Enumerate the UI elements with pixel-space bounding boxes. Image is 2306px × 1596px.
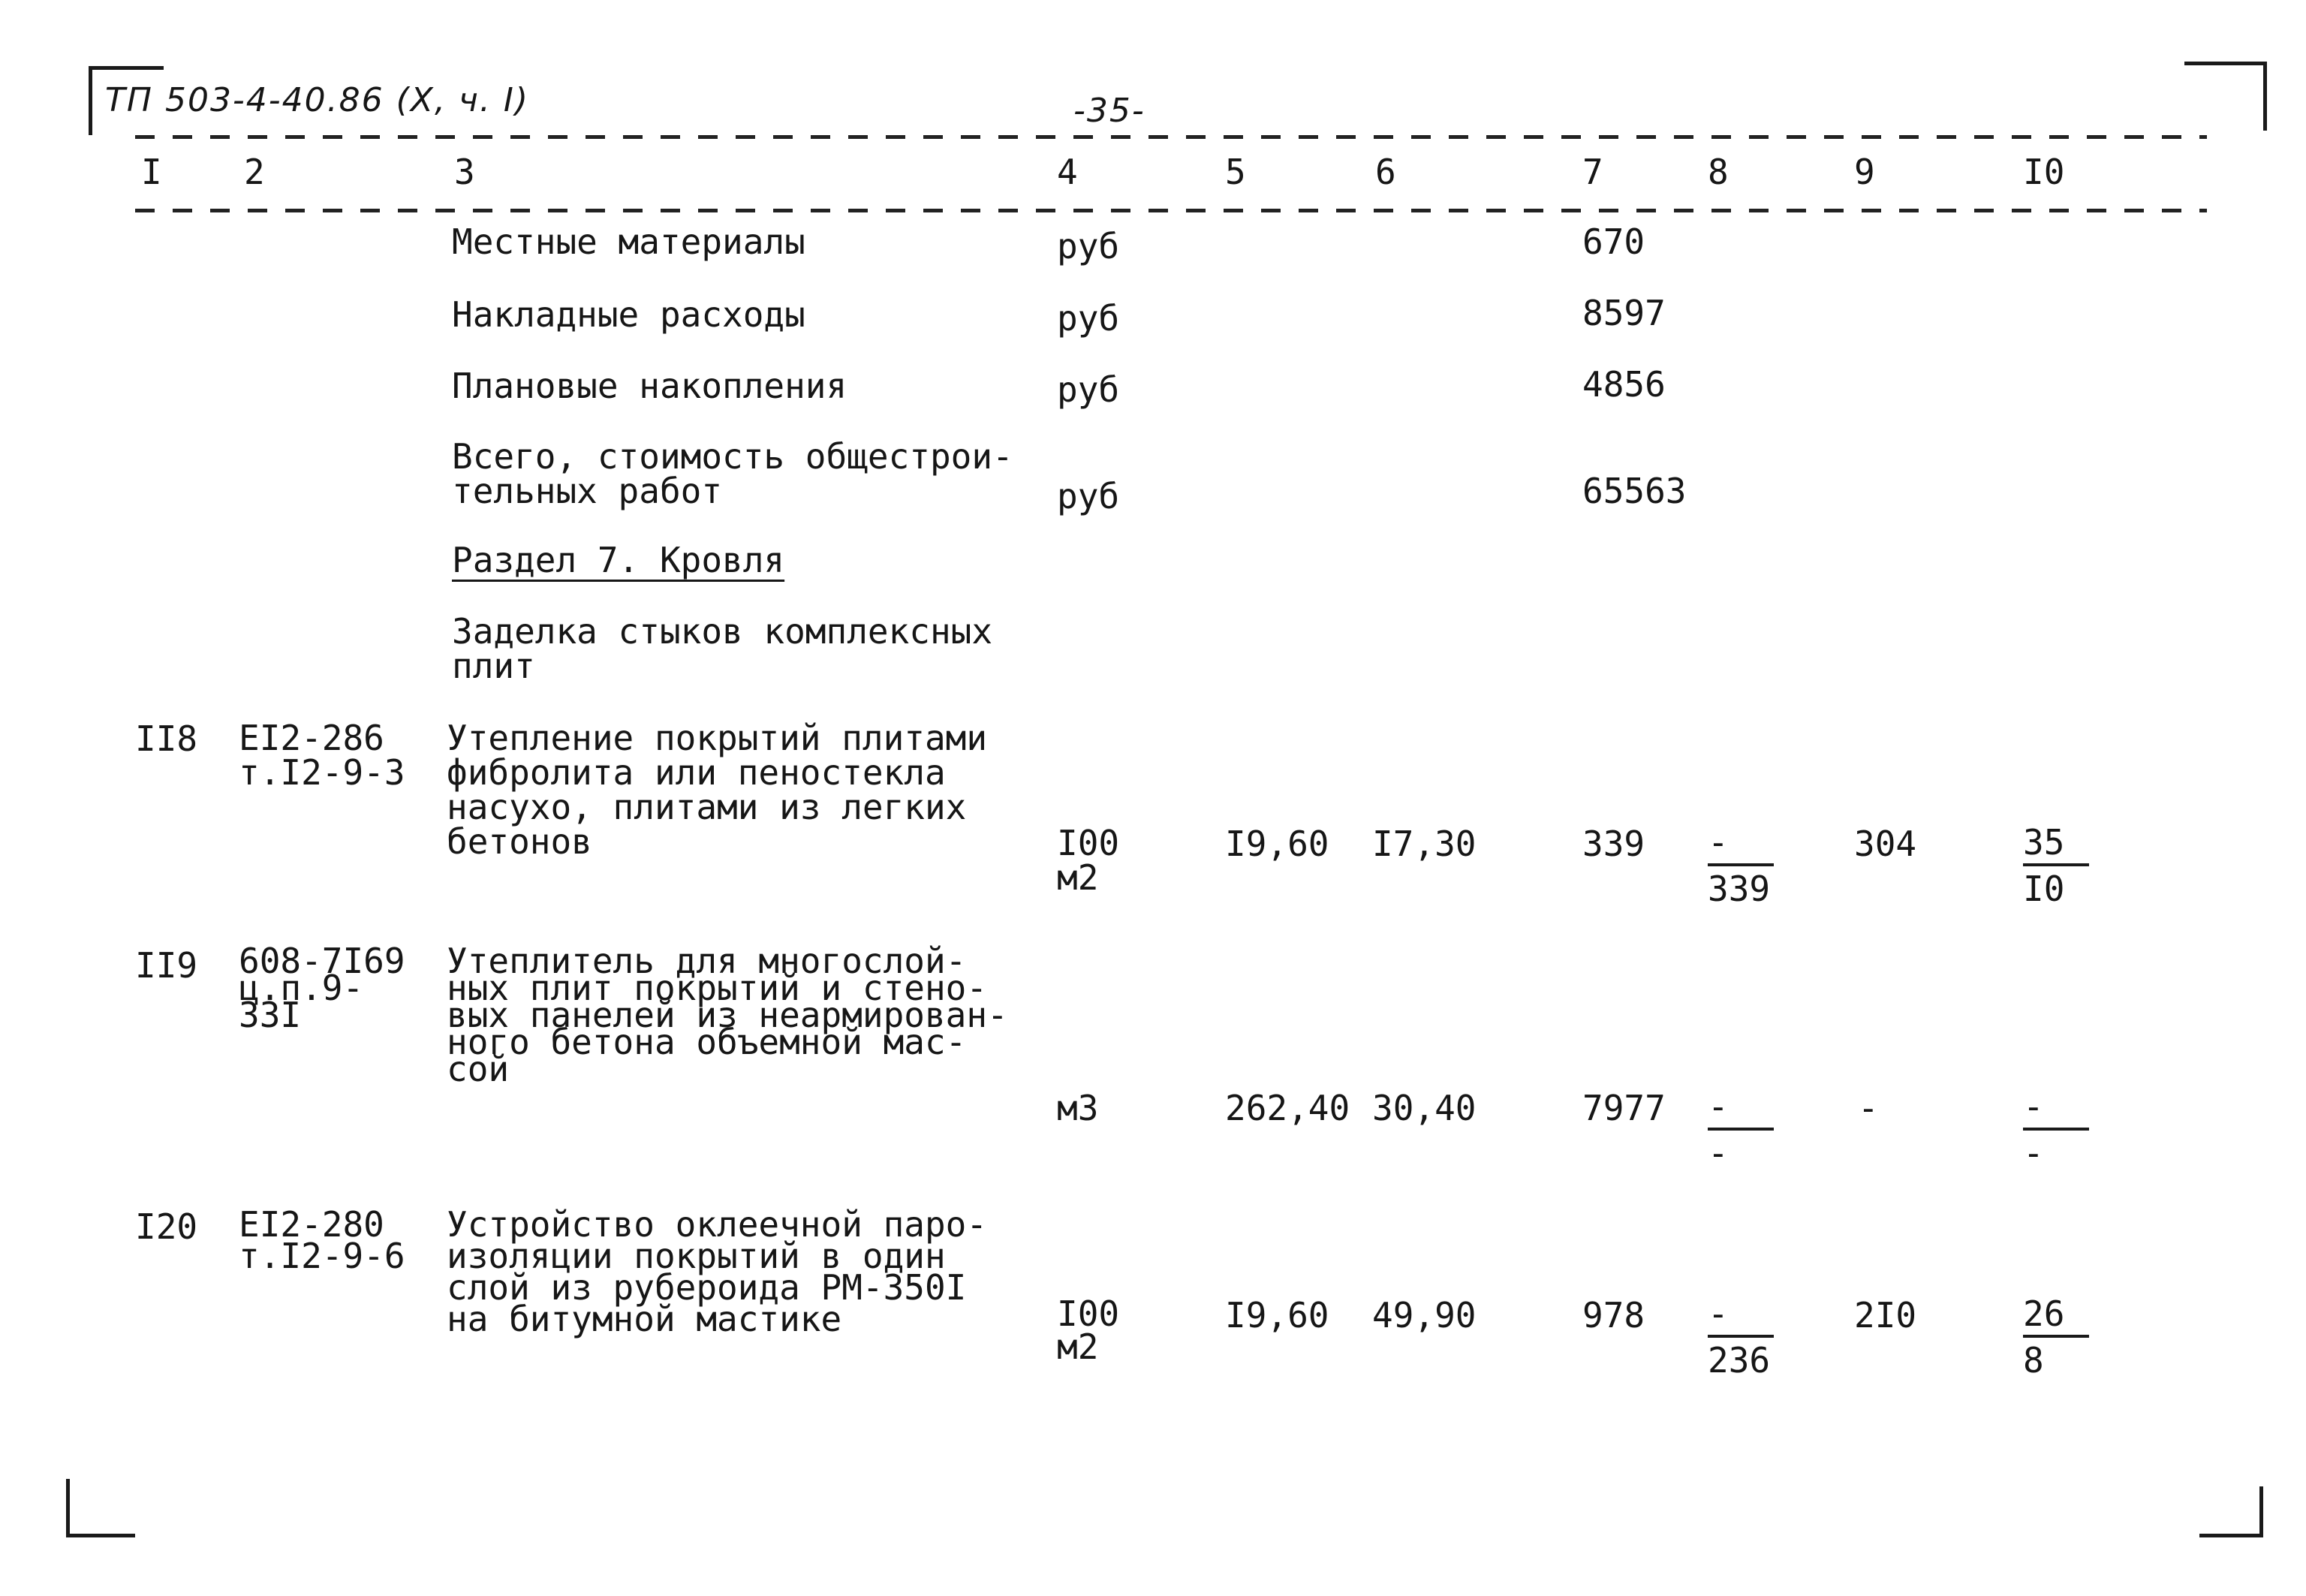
corner-mark-bottom-right-h [2199, 1534, 2263, 1537]
item-col8-top: - [1708, 1296, 1774, 1338]
summary-row-unit: руб [1057, 476, 1120, 516]
item-unit: м3 [1057, 1088, 1099, 1128]
item-col8-bottom: 236 [1708, 1340, 1771, 1381]
item-cost-total: 7977 [1582, 1088, 1666, 1128]
item-unit: I00 м2 [1057, 1293, 1120, 1367]
header-rule-bottom [135, 209, 2207, 212]
item-col10-bottom: I0 [2023, 869, 2065, 909]
summary-row-total: 670 [1582, 221, 1645, 262]
summary-row-name: Плановые накопления [452, 366, 847, 406]
item-col9: 304 [1854, 824, 1917, 864]
item-col9: - [1858, 1088, 1879, 1128]
summary-row-unit: руб [1057, 226, 1120, 267]
column-number-7: 7 [1582, 152, 1603, 192]
column-number-6: 6 [1375, 152, 1396, 192]
item-col8-top: - [1708, 824, 1774, 866]
item-price-wages: I7,30 [1372, 824, 1477, 864]
item-col10-top: 35 [2023, 824, 2089, 866]
column-number-4: 4 [1057, 152, 1078, 192]
column-number-3: 3 [454, 152, 475, 192]
item-col9: 2I0 [1854, 1295, 1917, 1336]
item-description: Устройство оклеечной паро- изоляции покрытий в один слой из рубероида РМ-350I на битумной мастике [447, 1204, 988, 1339]
item-cost-total: 339 [1582, 824, 1645, 864]
item-cost-total: 978 [1582, 1295, 1645, 1336]
corner-mark-top-right [2184, 62, 2267, 65]
item-col8-fraction [1708, 1086, 1775, 1173]
item-col8-top: - [1708, 1089, 1774, 1131]
section-title: Раздел 7. Кровля [452, 540, 785, 580]
item-number: I20 [135, 1206, 198, 1247]
section-subtitle: Заделка стыков комплексных плит [452, 611, 993, 686]
column-number-5: 5 [1225, 152, 1246, 192]
header-rule-top [135, 135, 2207, 139]
column-number-9: 9 [1854, 152, 1875, 192]
item-col8-fraction [1708, 1293, 1775, 1381]
item-code: ЕI2-280 т.I2-9-6 [239, 1204, 405, 1276]
summary-row-name: Всего, стоимость общестрои- тельных работ [452, 436, 1013, 511]
column-number-2: 2 [244, 152, 265, 192]
item-price-total: 262,40 [1225, 1088, 1350, 1128]
summary-row-unit: руб [1057, 298, 1120, 339]
summary-row-unit: руб [1057, 369, 1120, 410]
item-col10-bottom: 8 [2023, 1340, 2044, 1381]
item-col8-fraction [1708, 824, 1775, 907]
corner-mark-top-left-h [89, 66, 164, 70]
corner-mark-bottom-left [66, 1479, 70, 1537]
item-code: ЕI2-286 т.I2-9-3 [239, 718, 405, 793]
corner-mark-top-left [89, 66, 92, 135]
summary-row-total: 8597 [1582, 293, 1666, 333]
item-col10-top: - [2023, 1089, 2089, 1131]
summary-row-total: 4856 [1582, 364, 1666, 405]
item-price-total: I9,60 [1225, 1295, 1329, 1336]
item-unit: I00 м2 [1057, 823, 1120, 898]
corner-mark-top-right-v [2263, 62, 2267, 131]
item-code: 608-7I69 ц.п.9- 33I [239, 941, 405, 1035]
item-col10-top: 26 [2023, 1296, 2089, 1338]
item-col10-fraction [2023, 1086, 2091, 1173]
column-number-8: 8 [1708, 152, 1729, 192]
column-number-1: I [141, 152, 162, 192]
item-col10-fraction [2023, 1293, 2091, 1381]
item-price-total: I9,60 [1225, 824, 1329, 864]
column-number-10: I0 [2023, 152, 2065, 192]
summary-row-total: 65563 [1582, 471, 1687, 511]
item-price-wages: 49,90 [1372, 1295, 1477, 1336]
page-number: -35- [1073, 92, 1145, 130]
summary-row-name: Накладные расходы [452, 294, 805, 335]
item-description: Утеплитель для многослой- ных плит покрытий и стено- вых панелей из неармирован- ного бетона объемной мас- сой [447, 941, 1008, 1089]
item-description: Утепление покрытий плитами фибролита или пеностекла насухо, плитами из легких бетонов [447, 718, 988, 862]
item-col8-bottom: - [1708, 1133, 1729, 1173]
document-code: ТП 503-4-40.86 (Х, ч. I) [105, 81, 530, 119]
corner-mark-bottom-right [2259, 1486, 2263, 1537]
item-price-wages: 30,40 [1372, 1088, 1477, 1128]
item-col10-fraction [2023, 824, 2091, 907]
item-number: II8 [135, 718, 198, 759]
summary-row-name: Местные материалы [452, 221, 805, 262]
item-col8-bottom: 339 [1708, 869, 1771, 909]
item-number: II9 [135, 945, 198, 986]
corner-mark-bottom-left-h [66, 1534, 135, 1537]
item-col10-bottom: - [2023, 1133, 2044, 1173]
